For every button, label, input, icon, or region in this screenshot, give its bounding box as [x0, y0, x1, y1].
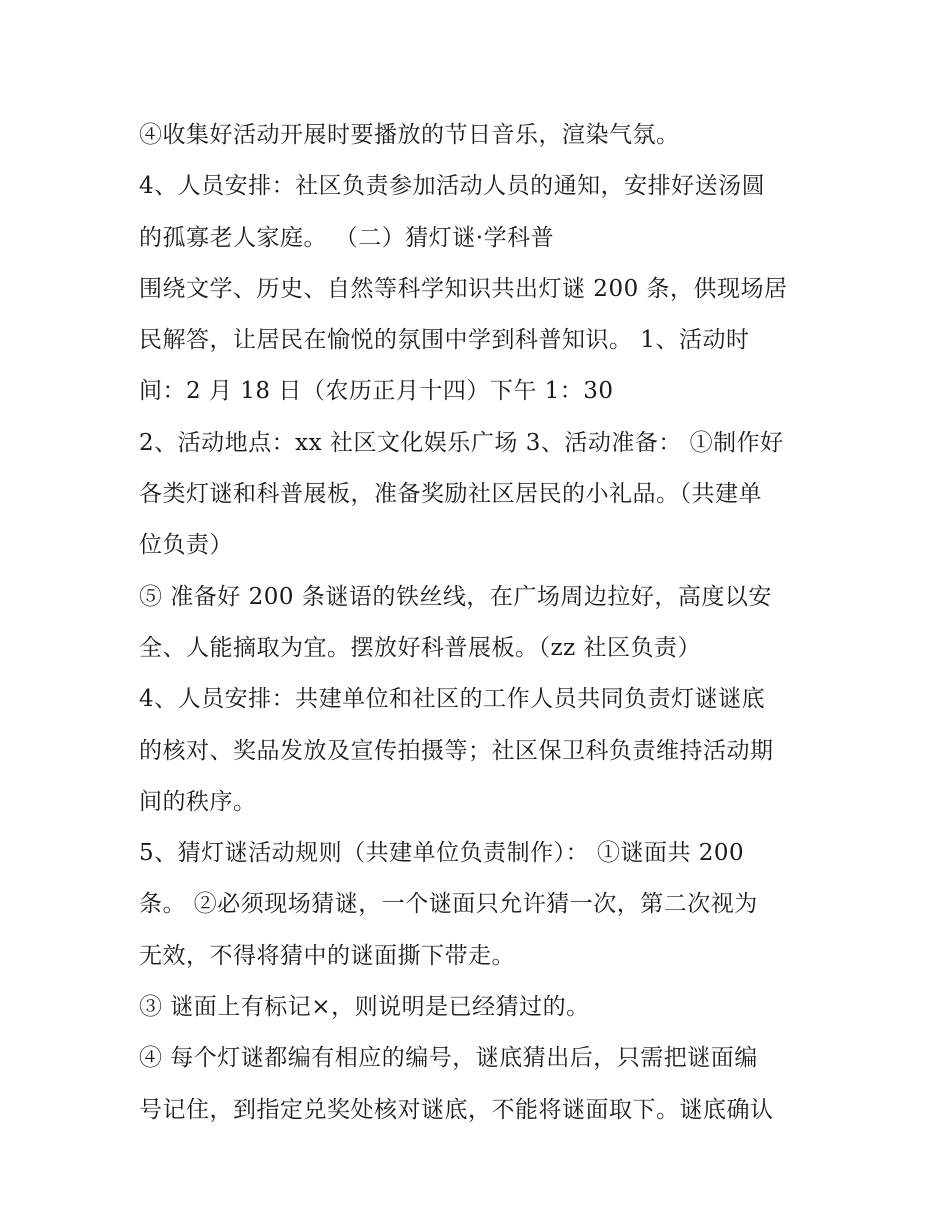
text-line: 2、活动地点：xx 社区文化娱乐广场 3、活动准备： ①制作好	[139, 429, 784, 456]
text-line: 无效，不得将猜中的谜面撕下带走。	[139, 942, 515, 969]
text-line: 全、人能摘取为宜。摆放好科普展板。（zz 社区负责）	[139, 634, 702, 661]
text-line: 条。 ②必须现场猜谜，一个谜面只允许猜一次，第二次视为	[139, 891, 758, 918]
text-line: 4、人员安排：社区负责参加活动人员的通知，安排好送汤圆	[139, 173, 766, 200]
text-line: 各类灯谜和科普展板，准备奖励社区居民的小礼品。（共建单	[139, 481, 762, 508]
text-line: ③ 谜面上有标记×，则说明是已经猜过的。	[139, 994, 590, 1021]
text-line: ④ 每个灯谜都编有相应的编号，谜底猜出后，只需把谜面编	[139, 1045, 758, 1072]
text-line: 的核对、奖品发放及宣传拍摄等；社区保卫科负责维持活动期	[139, 737, 774, 764]
text-line: 5、猜灯谜活动规则（共建单位负责制作）： ①谜面共 200	[139, 840, 745, 867]
text-line: 民解答，让居民在愉悦的氛围中学到科普知识。 1、活动时	[139, 327, 750, 354]
text-line: ④收集好活动开展时要播放的节日音乐，渲染气氛。	[139, 122, 680, 148]
document-body	[139, 110, 829, 1136]
text-line: 号记住，到指定兑奖处核对谜底，不能将谜面取下。谜底确认	[139, 1096, 774, 1123]
text-line: 围绕文学、历史、自然等科学知识共出灯谜 200 条，供现场居	[139, 275, 788, 302]
text-line: 间：2 月 18 日（农历正月十四）下午 1：30	[139, 378, 614, 405]
text-line: 4、人员安排：共建单位和社区的工作人员共同负责灯谜谜底	[139, 686, 766, 713]
text-line: 间的秩序。	[139, 788, 257, 815]
text-line: ⑤ 准备好 200 条谜语的铁丝线，在广场周边拉好，高度以安	[139, 583, 772, 610]
text-line: 位负责）	[139, 532, 233, 559]
text-line: 的孤寡老人家庭。 （二）猜灯谜·学科普	[139, 224, 555, 251]
